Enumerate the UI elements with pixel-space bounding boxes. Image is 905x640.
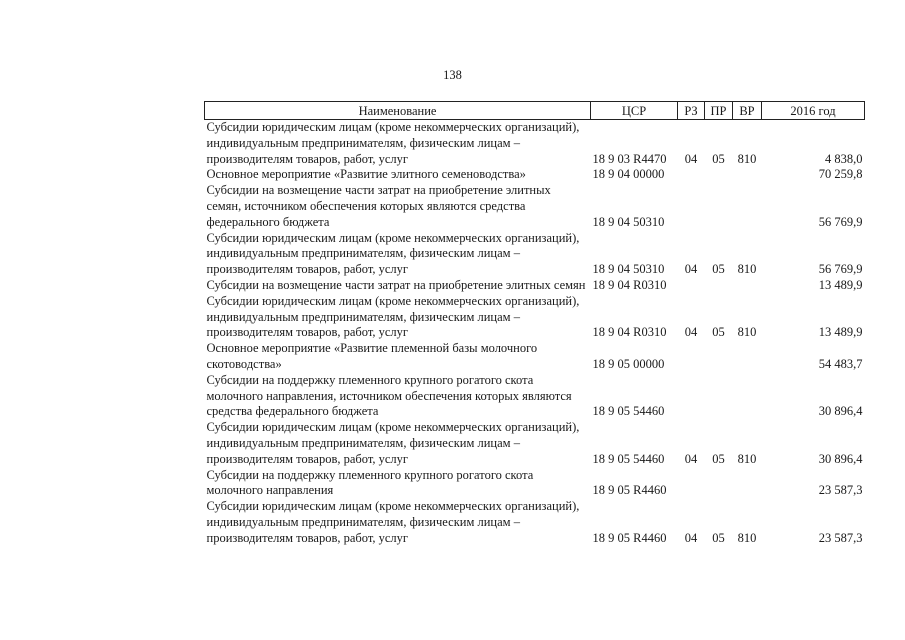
vr-cell: [733, 167, 762, 183]
rz-cell: 04: [684, 530, 698, 545]
rz-cell: [678, 278, 705, 294]
vr-cell: 810: [737, 325, 757, 340]
table-row: [205, 167, 865, 183]
rz-cell: [678, 341, 705, 373]
csr-cell: 18 9 04 00000: [592, 167, 665, 182]
rz-cell: [678, 468, 705, 500]
amount-cell: 13 489,9: [818, 325, 863, 340]
table-row: [205, 373, 865, 420]
pr-cell: 05: [712, 451, 725, 466]
amount-cell: 30 896,4: [818, 451, 863, 466]
pr-cell: [705, 373, 733, 420]
vr-cell: [733, 278, 762, 294]
name-cell: Субсидии юридическим лицам (кроме некоммерческих организаций), индивидуальным предпринимателям, физическим лицам – производителям товаров, работ, услуг: [206, 120, 580, 166]
csr-cell: 18 9 05 R4460: [592, 530, 667, 545]
amount-cell: 4 838,0: [825, 151, 863, 166]
rz-cell: [678, 167, 705, 183]
table-row: [205, 231, 865, 278]
name-cell: Субсидии на поддержку племенного крупного рогатого скота молочного направления, источником обеспечения которых являются средства федерального бюджета: [206, 372, 572, 419]
rz-cell: 04: [684, 325, 698, 340]
amount-cell: 56 769,9: [818, 262, 863, 277]
pr-cell: [705, 278, 733, 294]
name-cell: Субсидии юридическим лицам (кроме некоммерческих организаций), индивидуальным предпринимателям, физическим лицам – производителям товаров, работ, услуг: [206, 230, 580, 277]
rz-cell: 04: [684, 262, 698, 277]
header-name: Наименование: [205, 102, 591, 120]
amount-cell: 30 896,4: [818, 404, 863, 419]
name-cell: Основное мероприятие «Развитие элитного семеноводства»: [206, 167, 526, 182]
name-cell: Субсидии на возмещение части затрат на приобретение элитных семян, источником обеспечения которых являются средства федерального бюджета: [206, 183, 551, 229]
rz-cell: [678, 183, 705, 230]
amount-cell: 13 489,9: [818, 277, 863, 292]
header-amount: 2016 год: [762, 102, 865, 120]
amount-cell: 56 769,9: [818, 214, 863, 229]
budget-table: [204, 101, 865, 547]
amount-cell: 23 587,3: [818, 530, 863, 545]
csr-cell: 18 9 05 54460: [592, 451, 665, 466]
pr-cell: [705, 183, 733, 230]
csr-cell: 18 9 04 50310: [592, 262, 665, 277]
table-row: [205, 499, 865, 546]
vr-cell: 810: [737, 451, 757, 466]
pr-cell: 05: [712, 262, 725, 277]
vr-cell: [733, 341, 762, 373]
pr-cell: [705, 341, 733, 373]
table-row: [205, 420, 865, 467]
name-cell: Субсидии на возмещение части затрат на приобретение элитных семян: [206, 277, 586, 292]
page-number: 138: [443, 68, 462, 82]
name-cell: Субсидии юридическим лицам (кроме некоммерческих организаций), индивидуальным предпринимателям, физическим лицам – производителям товаров, работ, услуг: [206, 420, 580, 466]
vr-cell: [733, 468, 762, 500]
name-cell: Субсидии юридическим лицам (кроме некоммерческих организаций), индивидуальным предпринимателям, физическим лицам – производителям товаров, работ, услуг: [206, 293, 580, 340]
pr-cell: 05: [712, 151, 725, 166]
table-row: [205, 183, 865, 230]
amount-cell: 54 483,7: [818, 356, 863, 371]
table-header-row: [205, 102, 865, 120]
amount-cell: 70 259,8: [818, 167, 863, 182]
table-row: [205, 294, 865, 341]
pr-cell: 05: [712, 325, 725, 340]
csr-cell: 18 9 05 R4460: [592, 483, 667, 498]
table-body: [205, 120, 865, 547]
csr-cell: 18 9 04 50310: [592, 214, 665, 229]
amount-cell: 23 587,3: [818, 483, 863, 498]
vr-cell: [733, 373, 762, 420]
rz-cell: 04: [684, 151, 698, 166]
vr-cell: [733, 183, 762, 230]
csr-cell: 18 9 05 54460: [592, 404, 665, 419]
name-cell: Субсидии на поддержку племенного крупного рогатого скота молочного направления: [206, 467, 534, 498]
csr-cell: 18 9 05 00000: [592, 356, 665, 371]
table-row: [205, 278, 865, 294]
header-pr: ПР: [705, 102, 733, 120]
header-csr: ЦСР: [591, 102, 678, 120]
table-row: [205, 120, 865, 168]
header-vr: ВР: [733, 102, 762, 120]
table-row: [205, 341, 865, 373]
name-cell: Основное мероприятие «Развитие племенной базы молочного скотоводства»: [206, 341, 538, 371]
csr-cell: 18 9 04 R0310: [592, 325, 667, 340]
name-cell: Субсидии юридическим лицам (кроме некоммерческих организаций), индивидуальным предпринимателям, физическим лицам – производителям товаров, работ, услуг: [206, 499, 580, 545]
vr-cell: 810: [737, 530, 757, 545]
rz-cell: [678, 373, 705, 420]
pr-cell: [705, 468, 733, 500]
rz-cell: 04: [684, 451, 698, 466]
table-row: [205, 468, 865, 500]
pr-cell: 05: [712, 530, 725, 545]
vr-cell: 810: [737, 151, 757, 166]
header-rz: РЗ: [678, 102, 705, 120]
csr-cell: 18 9 04 R0310: [592, 277, 667, 292]
csr-cell: 18 9 03 R4470: [592, 151, 667, 166]
vr-cell: 810: [737, 262, 757, 277]
pr-cell: [705, 167, 733, 183]
